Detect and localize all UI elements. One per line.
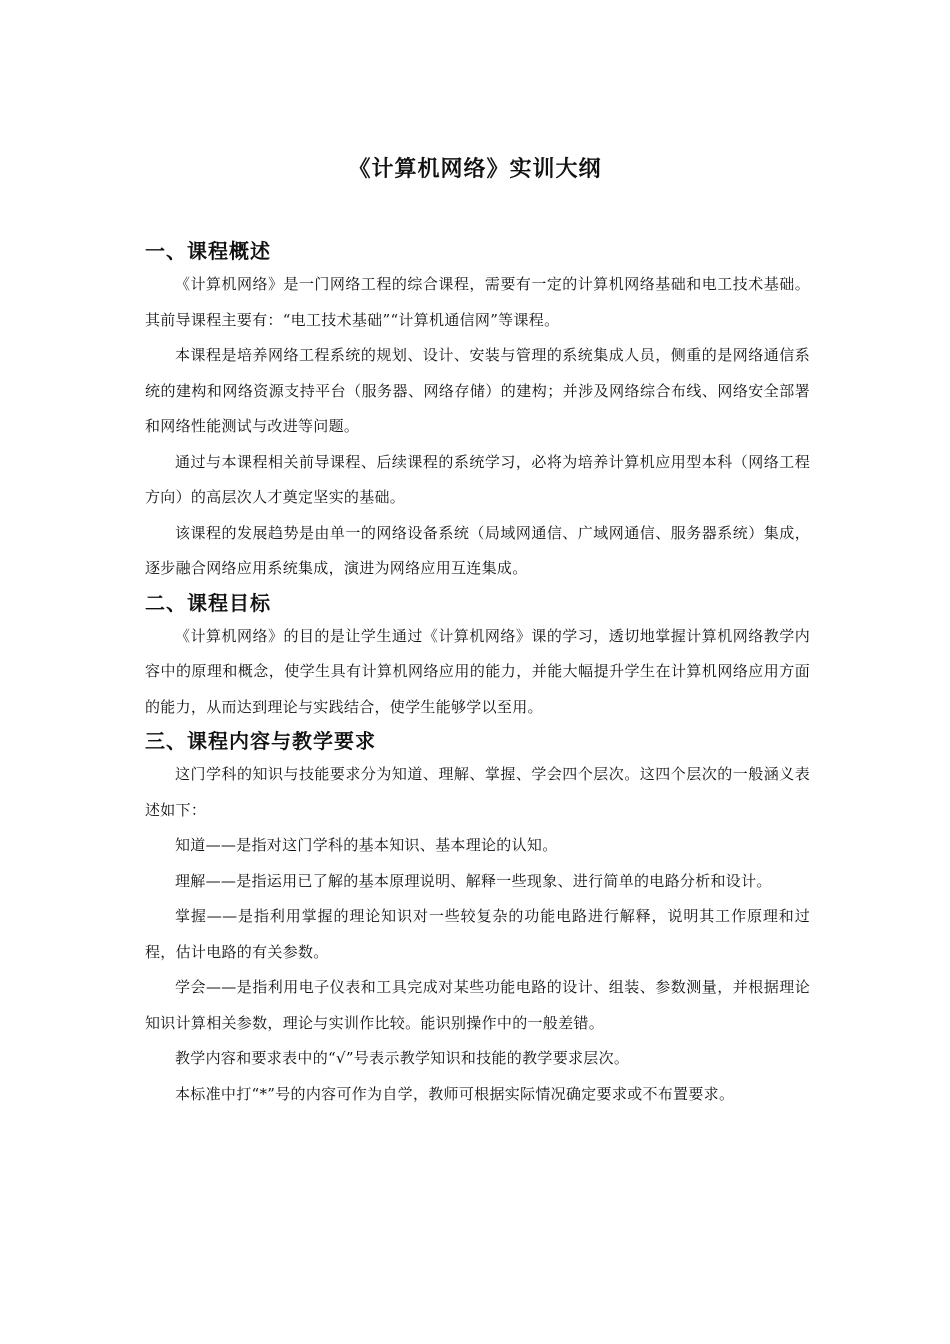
- section-overview: [145, 235, 810, 587]
- section-heading: 三、课程内容与教学要求: [145, 729, 376, 753]
- section-objectives: [145, 587, 810, 726]
- paragraph: 掌握——是指利用掌握的理论知识对一些较复杂的功能电路进行解释，说明其工作原理和过程，估计电路的有关参数。: [145, 907, 810, 961]
- paragraph: 教学内容和要求表中的“√”号表示教学知识和技能的教学要求层次。: [175, 1049, 630, 1067]
- paragraph: 该课程的发展趋势是由单一的网络设备系统（局域网通信、广域网通信、服务器系统）集成，逐步融合网络应用系统集成，演进为网络应用互连集成。: [145, 523, 810, 577]
- paragraph: 通过与本课程相关前导课程、后续课程的系统学习，必将为培养计算机应用型本科（网络工程方向）的高层次人才奠定坚实的基础。: [145, 452, 810, 506]
- section-heading: 二、课程目标: [145, 590, 271, 615]
- paragraph: 这门学科的知识与技能要求分为知道、理解、掌握、学会四个层次。这四个层次的一般涵义表述如下：: [145, 765, 810, 819]
- paragraph: 《计算机网络》是一门网络工程的综合课程，需要有一定的计算机网络基础和电工技术基础。其前导课程主要有：“电工技术基础”“计算机通信网”等课程。: [145, 275, 810, 329]
- paragraph: 学会——是指利用电子仪表和工具完成对某些功能电路的设计、组装、参数测量，并根据理论知识计算相关参数，理论与实训作比较。能识别操作中的一般差错。: [145, 978, 810, 1032]
- paragraph: 知道——是指对这门学科的基本知识、基本理论的认知。: [175, 836, 558, 854]
- paragraph: 本课程是培养网络工程系统的规划、设计、安装与管理的系统集成人员，侧重的是网络通信系统的建构和网络资源支持平台（服务器、网络存储）的建构；并涉及网络综合布线、网络安全部署和网络性能测试与改进等问题。: [145, 346, 810, 435]
- paragraph: 《计算机网络》的目的是让学生通过《计算机网络》课的学习，透切地掌握计算机网络教学内容中的原理和概念，使学生具有计算机网络应用的能力，并能大幅提升学生在计算机网络应用方面的能力，从而达到理论与实践结合，使学生能够学以至用。: [145, 626, 810, 716]
- document-body: [145, 232, 810, 1112]
- paragraph: 本标准中打“*”号的内容可作为自学，教师可根据实际情况确定要求或不布置要求。: [175, 1084, 735, 1103]
- section-heading: 一、课程概述: [145, 239, 271, 263]
- document-title: 《计算机网络》实训大纲: [348, 157, 602, 182]
- section-content-requirements: [145, 725, 810, 1112]
- paragraph: 理解——是指运用已了解的基本原理说明、解释一些现象、进行简单的电路分析和设计。: [175, 871, 772, 890]
